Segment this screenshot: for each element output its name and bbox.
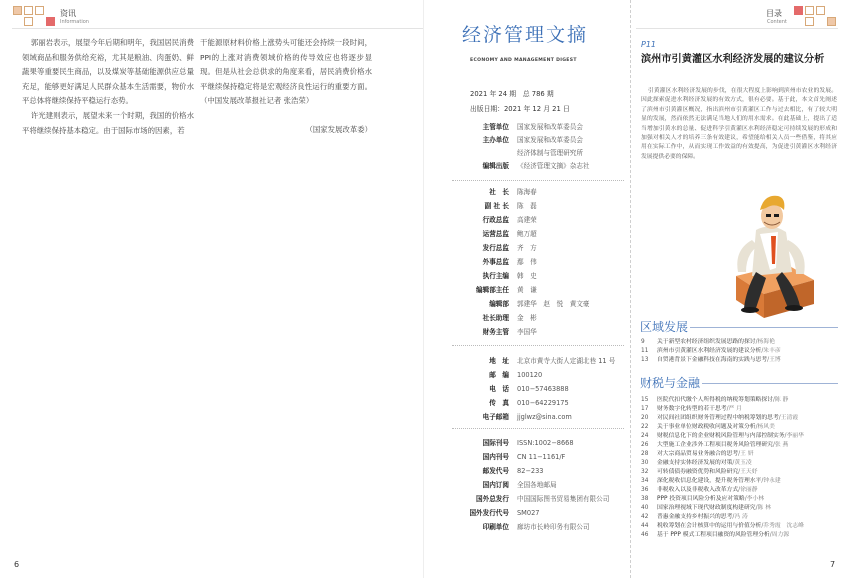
masthead-row: 电 话 010−57463888	[489, 385, 569, 393]
masthead-row: 编辑部主任 黄 谦	[476, 286, 537, 294]
masthead-rule	[452, 428, 624, 429]
toc-item[interactable]: 28 对大宗商品贸易业务融合的思考/王 妍	[641, 451, 754, 457]
masthead-rule	[452, 180, 624, 181]
left-header-label: 资讯	[60, 9, 76, 18]
toc-item[interactable]: 11 滨州市引黄灌区水利经济发展的建议分析/朱丰彦	[641, 348, 781, 354]
masthead-row: 国际刊号 ISSN:1002−8668	[482, 439, 574, 447]
article-source: （国家发展改革委）	[305, 124, 372, 134]
section-title-regional: 区域发展	[640, 320, 689, 334]
masthead-row: 国内订阅 全国各地邮局	[482, 481, 557, 489]
masthead-row: 传 真 010−64229175	[489, 399, 569, 407]
masthead-row: 社长助理 金 彬	[482, 314, 537, 322]
masthead-row: 电子邮箱 jjglwz@sina.com	[482, 413, 572, 421]
masthead-row: 经济体制与管理研究所	[517, 149, 583, 157]
toc-item[interactable]: 44 税收筹划在会计核算中的运用与价值分析/乔秀霞 沈志峰	[641, 523, 804, 529]
masthead-row: 国外总发行 中国国际图书贸易集团有限公司	[476, 495, 610, 503]
toc-item[interactable]: 36 非税收入以及非税收入改革方式/徐丽静	[641, 487, 758, 493]
masthead-row: 社 长 陈海春	[489, 188, 537, 196]
feature-title: 滨州市引黄灌区水利经济发展的建议分析	[641, 54, 825, 65]
toc-item[interactable]: 24 财税信息化下的企业财税风险管理与内部控制实务/李丽华	[641, 433, 804, 439]
masthead-row: 运营总监 鲍万超	[482, 230, 537, 238]
masthead-row: 外事总监 鄢 伟	[482, 258, 537, 266]
paragraph: 郭丽岩表示，展望今年后期和明年，我国居民消费领域商品和服务供给充裕，尤其是粮油、肉蛋奶、鲜蔬果等重要民生商品，以及煤炭等基础能源供应总量充足，能够更好满足人民群众基本生活需要，物价水平总体将继续保持平稳运行态势。	[22, 38, 194, 106]
masthead-row: 印刷单位 廊坊市长岭印务有限公司	[482, 523, 590, 531]
masthead-row: 邮发代号 82−233	[482, 467, 544, 475]
section-title-finance: 财税与金融	[640, 376, 701, 390]
left-header-sub: Information	[60, 19, 89, 25]
right-header-rule	[636, 28, 838, 29]
masthead-row: 发行总监 齐 方	[482, 244, 537, 252]
masthead-rule	[452, 345, 624, 346]
toc-item[interactable]: 17 财务数字化转型的若干思考/严 月	[641, 406, 742, 412]
masthead-row: 行政总监 高建荣	[482, 216, 537, 224]
toc-item[interactable]: 30 金融支持实体经济发展的对策/黄玉凌	[641, 460, 752, 466]
toc-item[interactable]: 13 自贸港背景下金融科技在海南的实践与思考/王博	[641, 357, 781, 363]
masthead-row: 副 社 长 陈 磊	[484, 202, 537, 210]
toc-item[interactable]: 26 大型施工企业涉外工程项目税务风险管理研究/张 燕	[641, 442, 789, 448]
masthead-english-title: ECONOMY AND MANAGEMENT DIGEST	[470, 58, 577, 63]
toc-item[interactable]: 46 基于 PPP 模式工程项目融资的风险管理分析/周力源	[641, 532, 790, 538]
masthead-row: 编辑部 郭建华 赵 悦 黄文豪	[489, 300, 590, 308]
feature-abstract: 引黄灌区水利经济发展的步伐，在很大程度上影响到滨州市农业的发展。因此探索促进水利经济发展的有效方式，很有必要。基于此，本文首先阐述了滨州市引黄灌区概况，指出滨州市引黄灌区工作与过去相比，有了较大明显的发展，然而依然无法满足当地人们的用水需求。在此基础上，提出了适当增加引黄水的总量、促进科学引黄灌区水利经济稳定可持续发展的形成和加强对相关人才的培养三条有效建议，希望能给相关人员一些借鉴，将其应用在实际工作中，从而实现工作效益的有效提高，为促进引黄灌区水利经济发展提供必要的保障。	[641, 88, 837, 160]
masthead-title: 经济管理文摘	[462, 24, 589, 46]
paragraph: 许光建则表示，展望未来一个时期，我国的价格水平将继续保持基本稳定。由于国际市场的因素，若	[22, 110, 194, 135]
masthead-row: 邮 编 100120	[489, 371, 543, 379]
section-rule	[690, 327, 838, 328]
masthead-row: 主管单位 国家发展和改革委员会	[482, 123, 583, 131]
businessman-illustration	[716, 180, 826, 320]
feature-page: P11	[641, 40, 657, 49]
section-rule	[702, 383, 838, 384]
toc-item[interactable]: 9 关于新型农村经济组织发展思路的探讨/杨海艳	[641, 339, 775, 345]
toc-item[interactable]: 20 对民间社团组织财务管理过程中纳税筹划的思考/王清霞	[641, 415, 799, 421]
toc-item[interactable]: 40 国家治理视域下现代财政制度构建研究/陈 林	[641, 505, 771, 511]
right-page-number: 7	[830, 560, 836, 569]
column-divider	[630, 0, 631, 578]
left-column-1	[22, 36, 194, 138]
toc-item[interactable]: 38 PPP 投资项目风险分析及应对策略/李小林	[641, 496, 765, 502]
left-page	[0, 0, 423, 578]
left-page-number: 6	[14, 560, 20, 569]
left-column-2	[200, 36, 372, 138]
toc-item[interactable]: 42 普惠金融支持乡村振兴的思考/冯 涛	[641, 514, 748, 520]
masthead-row: 国内刊号 CN 11−1161/F	[482, 453, 566, 461]
masthead-row: 财务主管 李国华	[482, 328, 537, 336]
toc-item[interactable]: 15 医院代扣代缴个人所得税的纳税筹划策略探讨/陈 静	[641, 397, 789, 403]
masthead-row: 主办单位 国家发展和改革委员会	[482, 136, 583, 144]
issue-number: 2021 年 24 期 总 786 期	[470, 90, 554, 98]
toc-item[interactable]: 34 深化税收信息化建设，提升税务管理水平/钟永建	[641, 478, 781, 484]
masthead-row: 编辑出版 《经济管理文摘》杂志社	[482, 162, 590, 170]
masthead-row: 国外发行代号 SM027	[469, 509, 540, 517]
masthead-row: 地 址 北京市黄寺大街人定湖北巷 11 号	[489, 357, 616, 365]
masthead-row: 执行主编 韩 史	[482, 272, 537, 280]
right-header-label: 目录	[766, 9, 782, 18]
right-header-sub: Content	[767, 19, 787, 25]
left-header-rule	[12, 28, 423, 29]
paragraph: 干能源原材料价格上涨势头可能还会持续一段时间，PPI的上涨对消费领域价格的传导效应也将逐步显现。但是从社会总供求的角度来看，居民消费价格水平继续保持稳定将是宏观经济良性运行的重要方面。（中国发展改革报社记者 张浩荣）	[200, 38, 372, 106]
toc-item[interactable]: 32 可转债债券融资优势和风险研究/王天妤	[641, 469, 758, 475]
toc-item[interactable]: 22 关于事业单位财政税收问题及对策分析/杨风美	[641, 424, 775, 430]
publication-date: 出版日期：2021 年 12 月 21 日	[470, 105, 570, 113]
